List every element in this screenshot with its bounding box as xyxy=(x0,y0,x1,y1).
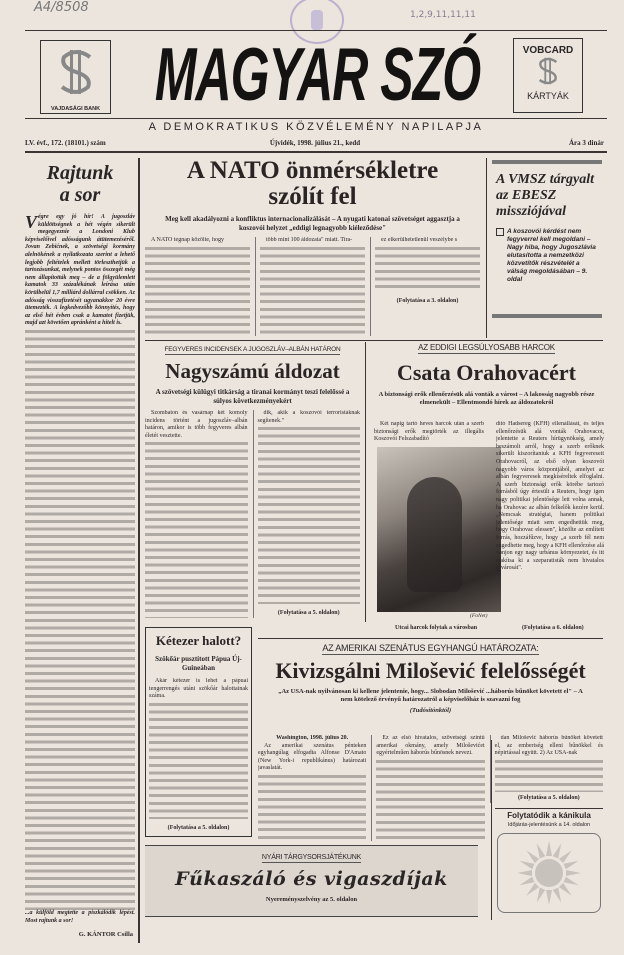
csata-kicker: AZ EDDIGI LEGSÚLYOSABB HARCOK xyxy=(418,343,555,352)
kartyak-label: KÁRTYÁK xyxy=(527,91,569,101)
handwritten-numbers: 1,2,9,11,11,11 xyxy=(410,10,476,20)
weather-box[interactable] xyxy=(495,811,603,913)
nagyszamu-headline[interactable]: Nagyszámú áldozat xyxy=(165,359,340,383)
game-banner[interactable] xyxy=(145,845,478,917)
nato-col1: A NATO tegnap közölte, hogy xyxy=(151,237,225,243)
ketezer-text: Akár kétezer is lehet a pápuai tengerrengés utáni szökőár halottainak száma. xyxy=(149,678,248,700)
masthead-tagline: A DEMOKRATIKUS KÖZVÉLEMÉNY NAPILAPJA xyxy=(148,121,484,133)
vmsz-headline[interactable]: A VMSZ tárgyalt az EBESZ missziójával xyxy=(496,172,595,219)
nato-col3: ez elkerülhetetlenül veszélybe s xyxy=(381,237,458,243)
archive-number: A4/8508 xyxy=(34,0,89,15)
nato-continued[interactable]: (Folytatása a 3. oldalon) xyxy=(396,297,459,304)
weather-headline: Folytatódik a kánikula xyxy=(507,811,591,820)
editorial-column xyxy=(25,158,135,943)
vmsz-box xyxy=(492,160,602,318)
ketezer-continued[interactable]: (Folytatása a 5. oldalon) xyxy=(167,825,230,831)
editorial-text: égre egy jó hír! A jugoszláv küldöttségnek a hét végén sikerült megegyeznie a Londoni Klub képviselőivel adósságunk átütemezéséről. Jovan Zebićnek, a szövetségi kormány alelnökének a nyilatkozata szerint a lehető legjobb feltételek mellett törleszthetjük a tartozásunkat, melynek pontos összegét még nem állapították meg – de a fölgyülemlett kamatok 33 százalékának leírása után körülbelül 1,7 milliárd dollárral csökken. Az adósság visszafizetését ugyanakkor 20 évre ütemezték. A legkedvezőbb könnyítés, hogy az első hét évben csak a kamatot fizetjük, majd azt követően apránként a hitelt is. xyxy=(25,214,135,327)
ketezer-subhead: Szökőár pusztított Pápua Új-Guineában xyxy=(155,655,242,672)
bank-label: VAJDASÁGI BANK xyxy=(50,106,101,112)
milosevic-continued[interactable]: (Folytatása a 5. oldalon) xyxy=(517,795,580,802)
sun-icon xyxy=(514,838,584,908)
nato-article xyxy=(145,158,480,336)
nagyszamu-col2: dik, akik a koszovói terroristáknak segítenek." xyxy=(257,410,360,424)
csata-col2: dító Hadsereg (KFH) ellenállását, és teljes ellenőrzésük alá vonták Orahovacot, jelentette a Reuters hírügynökség, amely beszámolt arról, hogy a szerb erőknek sikerült kiszorítaniuk a KFH fegyvereseit Orahovacról, az első olyan koszovói nagyobb város központjából, amelyet az albán fegyveresek megkíséreltek elfoglalni. A szerb biztonsági erők körébe tartozó forrásból úgy értesült a Reuters, hogy igen nagy politikai jelentősége lett volna annak, ha Orahovac az albán felkelők kezére kerül. „Nemcsak stratégiai, hanem politikai jelentősége miatt sem engedhettük meg, hogy Orahovac elessen", közölte az említett forrás, hozzáfűzve, hogy „a szerb fél nem engedhette meg, hogy a KFH ellenőrzése alá vonjon egy nagy urbánus környezetet, és itt alakítsa ki a szeparatisták nem hivatalos fővárosát". xyxy=(496,421,604,572)
milosevic-subhead: „Az USA-nak nyilvánosan ki kellene jelentenie, hogy... Slobodan Milošević ...háborús bűnöket követett el" – A nem kötelező érvényű határozatról a képviselőház is szavazni fog xyxy=(278,688,583,703)
ketezer-headline[interactable]: Kétezer halott? xyxy=(155,633,242,648)
milosevic-source: (Tudósítónktól) xyxy=(409,707,452,714)
game-subhead: Nyereményszelvény az 5. oldalon xyxy=(265,896,358,903)
ad-vobcard[interactable] xyxy=(513,38,583,113)
editorial-byline: G. KÁNTOR Csilla xyxy=(78,931,133,939)
issue-number: LV. évf., 172. (18101.) szám xyxy=(25,139,106,147)
editorial-ending: ...a külföld megtette a piszkálódik lépést. Most rajtunk a sor! xyxy=(25,910,135,924)
nagyszamu-subhead: A szövetségi külügyi titkárság a tiranai kormányt teszi felelőssé a súlyos következményekért xyxy=(155,388,350,405)
csata-photo[interactable] xyxy=(377,447,501,612)
editorial-title: Rajtunk a sor xyxy=(46,162,114,206)
checkbox-icon xyxy=(496,228,504,236)
game-headline: Fűkaszáló és vigaszdíjak xyxy=(175,868,448,890)
nagyszamu-article xyxy=(145,346,360,618)
photo-credit: (FoNet) xyxy=(470,613,488,619)
nagyszamu-kicker: FEGYVERES INCIDENSEK A JUGOSZLÁV–ALBÁN HATÁRON xyxy=(164,346,341,353)
nato-headline[interactable]: A NATO önmérsékletre szólít fel xyxy=(186,157,439,210)
milosevic-kicker: AZ AMERIKAI SZENÁTUS EGYHANGÚ HATÁROZATA: xyxy=(322,643,539,653)
milosevic-col2: Ez az első hivatalos, szövetségi szintű amerikai okmány, amely Miloševićet egyértelműen háborús bűnösnek nevezi. xyxy=(376,735,485,757)
nagyszamu-col1: Szombaton és vasárnap két komoly incidens történt a jugoszláv–albán határon, amikor is több fegyveres albán életét vesztette. xyxy=(145,410,248,439)
milosevic-col1: Az amerikai szenátus pénteken egyhangúlag elfogadta Alfonse D'Amato (New York-i republikánus) határozati javaslatát. xyxy=(258,742,367,772)
vobcard-logo-icon xyxy=(535,56,561,86)
vobcard-label: VOBCARD xyxy=(522,45,574,56)
milosevic-headline[interactable]: Kivizsgálni Milošević felelősségét xyxy=(275,658,586,683)
issue-date: Újvidék, 1998. július 21., kedd xyxy=(269,139,361,147)
weather-subhead: Időjárás-jelentésünk a 14. oldalon xyxy=(507,822,591,828)
milosevic-article xyxy=(258,643,603,715)
photo-figure xyxy=(407,477,462,592)
nagyszamu-continued[interactable]: (Folytatása a 5. oldalon) xyxy=(277,610,340,617)
csata-subhead: A biztonsági erők ellenőrzésük alá vonták a várost – A lakosság nagyobb része elmenekült – Ellentmondó hírek az áldozatokról xyxy=(378,391,595,406)
nato-subhead: Meg kell akadályozni a konfliktus internacionalizálását – A nyugati katonai szövetséget aggasztja a koszovói helyzet „eddigi legnagyobb kiéleződése" xyxy=(165,215,460,232)
csata-caption: Utcai harcok folytak a városban xyxy=(395,625,478,631)
issue-price: Ára 3 dinár xyxy=(569,139,604,147)
bank-logo-icon xyxy=(56,47,96,97)
csata-headline[interactable]: Csata Orahovacért xyxy=(396,360,576,385)
milosevic-dateline: Washington, 1998. július 20. xyxy=(276,735,349,741)
csata-continued[interactable]: (Folytatása a 6. oldalon) xyxy=(522,625,584,631)
editorial-dropcap: V xyxy=(25,212,38,232)
milosevic-col3: dan Milošević háborús bűnöket követett el, az emberiség elleni bűnökkel és népirtással együtt. 2) Az USA-nak xyxy=(494,735,603,757)
ad-vajdasagi-bank[interactable] xyxy=(40,40,111,114)
vmsz-summary: A koszovói kérdést nem fegyverrel kell megoldani – Nagy hiba, hogy Jugoszlávia elutasította a nemzetközi közvetítők részvételét a válság megoldásában – 9. oldal xyxy=(507,228,596,283)
csata-col1: Két napig tartó heves harcok után a szerb biztonsági erők megtörték az illegális Koszovói Felszabadító xyxy=(374,421,484,443)
ketezer-box xyxy=(145,627,252,837)
game-kicker: NYÁRI TÁRGYSORSJÁTÉKUNK xyxy=(261,854,362,861)
masthead-title: MAGYAR SZÓ xyxy=(154,32,481,117)
nato-col2: több mint 100 áldozata" miatt. Tira- xyxy=(266,237,353,243)
